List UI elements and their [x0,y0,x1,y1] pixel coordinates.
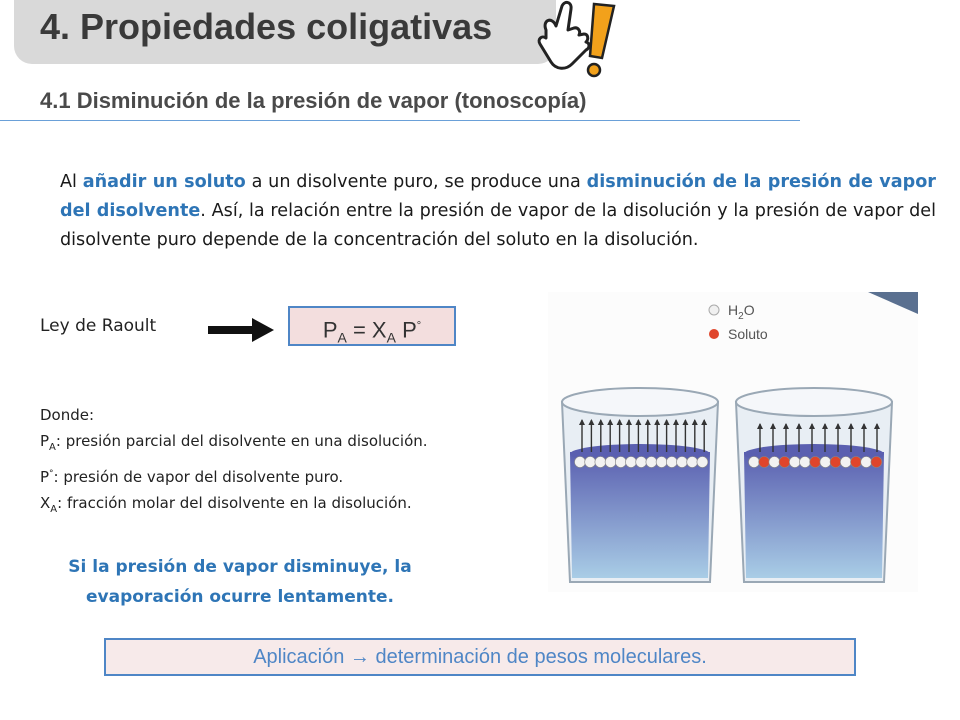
xa-symbol: X [40,494,51,512]
intro-paragraph [60,168,936,255]
water-legend-label: $H_2O$ [728,302,755,322]
subtitle-divider [0,120,800,121]
water-molecule [840,457,851,468]
water-molecule [687,457,698,468]
water-molecule [615,457,626,468]
conclusion-line-1: Si la presión de vapor disminuye, la [68,557,412,577]
p0-symbol: P [40,468,50,486]
water-molecule [800,457,811,468]
water-molecule [656,457,667,468]
water-molecule [595,457,606,468]
definitions-heading: Donde: [40,406,95,424]
water-molecule [646,457,657,468]
solute-legend-label: Soluto [728,326,768,342]
intro-text-1: Al [60,172,83,192]
water-molecule [666,457,677,468]
intro-highlight-1: añadir un soluto [82,172,246,192]
formula-sub-a: A [337,329,347,346]
pa-subscript: A [49,442,56,453]
intro-text-2: a un disolvente puro, se produce una [245,172,587,192]
water-molecule [861,457,872,468]
beakers-illustration [548,292,918,592]
formula-p: P [322,317,338,343]
formula-eq: = X [346,317,387,343]
pa-text: : presión parcial del disolvente en una disolución. [55,432,428,450]
formula-p2: P [395,317,417,343]
solute-molecule [759,457,770,468]
solute-molecule [830,457,841,468]
formula-sub-a2: A [386,329,396,346]
solute-legend-marker [709,329,719,339]
formula-degree: ° [416,320,422,332]
solute-molecule [871,457,882,468]
definition-xa [40,490,428,523]
definition-pa [40,428,428,461]
pa-symbol: P [40,432,50,450]
water-molecule [769,457,780,468]
hand-exclamation-icon [532,0,622,78]
section-subtitle: 4.1 Disminución de la presión de vapor (tonoscopía) [40,88,587,113]
beaker-solution [736,388,892,582]
definition-p0 [40,461,428,490]
water-molecule [677,457,688,468]
solute-molecule [779,457,790,468]
solute-molecule [810,457,821,468]
xa-subscript: A [50,504,58,515]
water-molecule [749,457,760,468]
raoult-label: Ley de Raoult [40,316,157,336]
p0-text: : presión de vapor del disolvente puro. [53,468,344,486]
water-molecule [636,457,647,468]
application-box: Aplicación → determinación de pesos moleculares. [104,638,856,676]
water-molecule [789,457,800,468]
solute-molecule [851,457,862,468]
page-title: 4. Propiedades coligativas [40,6,493,47]
water-molecule [605,457,616,468]
p0-superscript: ° [49,469,54,479]
right-arrow-icon [208,318,274,342]
water-molecule [697,457,708,468]
xa-text: : fracción molar del disolvente en la disolución. [57,494,412,512]
water-molecule [626,457,637,468]
conclusion-line-2: evaporación ocurre lentamente. [86,587,394,607]
conclusion-text [40,552,440,612]
definitions-block [40,402,428,523]
water-molecule [820,457,831,468]
water-molecule [585,457,596,468]
intro-highlight-2: disminución de la presión de vapor del disolvente [60,172,936,221]
beaker-pure-solvent [562,388,718,582]
water-legend-marker [709,305,719,315]
water-molecule [575,457,586,468]
raoult-formula [288,306,456,346]
intro-text-3: . Así, la relación entre la presión de vapor de la disolución y la presión de vapor del disolvente puro depende de la concentración del soluto en la disolución. [60,201,936,250]
